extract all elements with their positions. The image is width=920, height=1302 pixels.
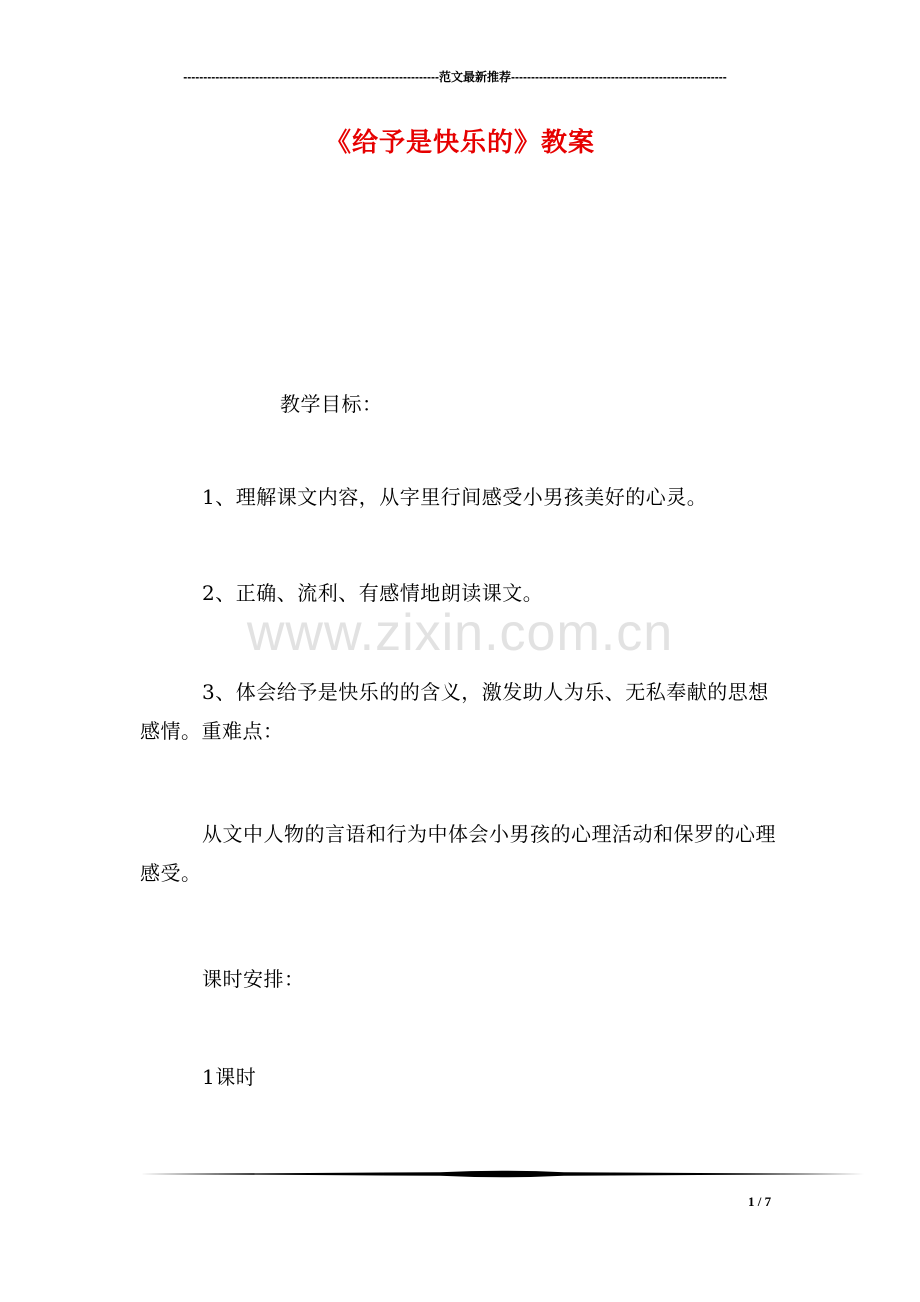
objective-item-1: 1、理解课文内容，从字里行间感受小男孩美好的心灵。 [202, 485, 708, 509]
objective-item-2: 2、正确、流利、有感情地朗读课文。 [202, 581, 544, 605]
objective-item-3: 3、体会给予是快乐的的含义，激发助人为乐、无私奉献的思想感情。重难点： [140, 680, 769, 743]
page-number: 1 / 7 [748, 1194, 772, 1209]
section-heading-schedule: 课时安排： [202, 967, 305, 991]
footer-divider [140, 1163, 864, 1183]
section-heading-objectives: 教学目标： [280, 392, 383, 416]
watermark: www.zixin.com.cn [246, 604, 674, 662]
key-points-paragraph: 从文中人物的言语和行为中体会小男孩的心理活动和保罗的心理感受。 [140, 822, 776, 885]
schedule-value: 1课时 [202, 1065, 257, 1089]
document-title: 《给予是快乐的》教案 [324, 128, 595, 158]
header-banner: ----------------------------------------------------------------范文最新推荐------------------------------------------------------ [183, 70, 727, 84]
